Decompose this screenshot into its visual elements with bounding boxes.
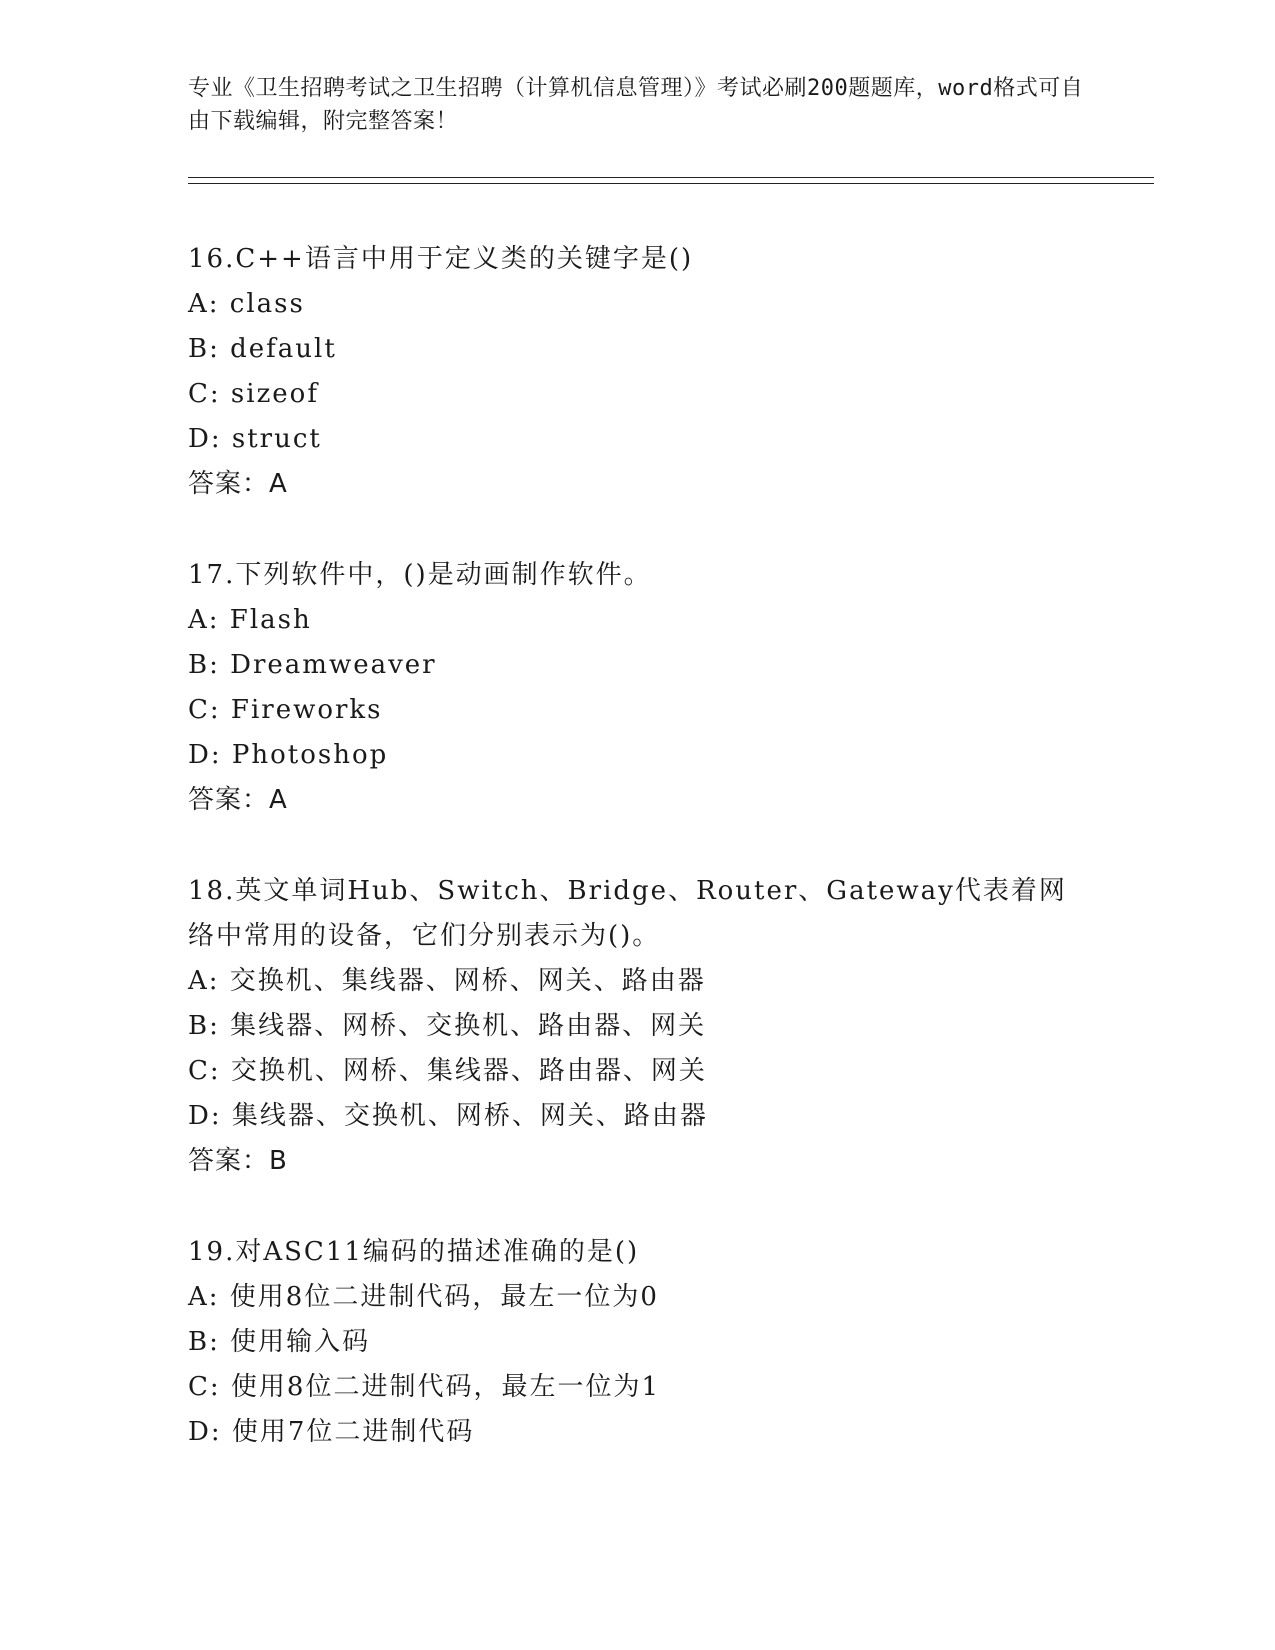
option-c: C: sizeof [188, 379, 319, 409]
document-header: 专业《卫生招聘考试之卫生招聘（计算机信息管理）》考试必刷200题题库，word格式可自由下载编辑，附完整答案！ [188, 76, 1084, 134]
option-b: B: 使用输入码 [188, 1327, 371, 1357]
option-a: A: class [188, 289, 305, 319]
option-c: C: 使用8位二进制代码，最左一位为1 [188, 1372, 661, 1402]
option-b: B: default [188, 334, 337, 364]
answer-line: 答案：B [188, 1146, 288, 1176]
question-17 [188, 553, 1108, 823]
option-d: D: 使用7位二进制代码 [188, 1417, 475, 1447]
option-d: D: Photoshop [188, 740, 389, 770]
option-c: C: 交换机、网桥、集线器、路由器、网关 [188, 1056, 707, 1086]
question-stem: 17.下列软件中，()是动画制作软件。 [188, 560, 652, 590]
header-divider-top [188, 177, 1154, 178]
question-stem: 18.英文单词Hub、Switch、Bridge、Router、Gateway代表着网络中常用的设备，它们分别表示为()。 [188, 876, 1067, 951]
option-d: D: struct [188, 424, 322, 454]
option-a: A: 交换机、集线器、网桥、网关、路由器 [188, 966, 706, 996]
question-stem: 16.C++语言中用于定义类的关键字是() [188, 244, 694, 274]
question-list [188, 237, 1108, 1501]
answer-line: 答案：A [188, 785, 288, 815]
question-16 [188, 237, 1108, 507]
option-d: D: 集线器、交换机、网桥、网关、路由器 [188, 1101, 708, 1131]
option-b: B: Dreamweaver [188, 650, 437, 680]
option-a: A: Flash [188, 605, 312, 635]
option-c: C: Fireworks [188, 695, 383, 725]
option-b: B: 集线器、网桥、交换机、路由器、网关 [188, 1011, 707, 1041]
question-18 [188, 869, 1108, 1184]
answer-line: 答案：A [188, 469, 288, 499]
question-stem: 19.对ASC11编码的描述准确的是() [188, 1237, 640, 1267]
option-a: A: 使用8位二进制代码，最左一位为0 [188, 1282, 659, 1312]
question-19 [188, 1230, 1108, 1455]
header-divider-bottom [188, 183, 1154, 184]
